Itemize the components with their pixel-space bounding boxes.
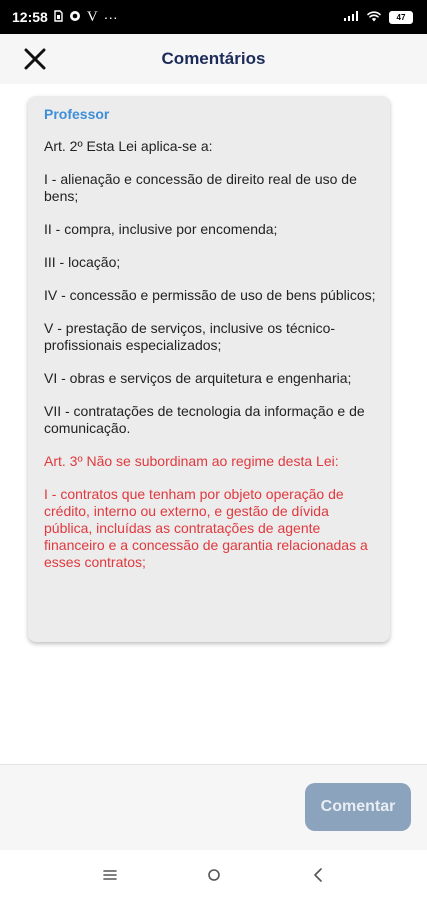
home-icon <box>207 868 221 882</box>
comment-paragraph: I - alienação e concessão de direito real de uso de bens; <box>44 171 357 204</box>
battery-icon: 47 <box>389 11 413 24</box>
status-time: 12:58 <box>12 9 48 25</box>
whatsapp-icon <box>69 10 81 25</box>
system-nav-bar <box>0 850 427 900</box>
status-bar <box>0 0 427 34</box>
highlighted-paragraph: Art. 3º Não se subordinam ao regime desta Lei: <box>44 453 339 469</box>
comment-action-area <box>0 764 427 851</box>
comment-paragraph: VII - contratações de tecnologia da informação e de comunicação. <box>44 403 365 436</box>
comment-paragraph: II - compra, inclusive por encomenda; <box>44 221 278 237</box>
close-button[interactable] <box>20 44 50 74</box>
comment-paragraph: Art. 2º Esta Lei aplica-se a: <box>44 138 213 154</box>
wifi-icon <box>366 10 382 25</box>
header-bar <box>0 34 427 84</box>
status-right <box>343 10 413 25</box>
sim-icon <box>54 10 63 25</box>
status-left <box>12 9 118 26</box>
nav-back-button[interactable] <box>306 863 330 887</box>
comment-paragraph: VI - obras e serviços de arquitetura e engenharia; <box>44 370 352 386</box>
comment-button[interactable]: Comentar <box>305 783 411 831</box>
nav-home-button[interactable] <box>202 863 226 887</box>
menu-icon <box>103 869 117 881</box>
signal-icon <box>343 10 359 25</box>
comment-card <box>28 96 390 642</box>
close-icon <box>24 48 46 70</box>
v-icon: V <box>86 8 98 25</box>
nav-menu-button[interactable] <box>98 863 122 887</box>
comment-author: Professor <box>44 106 110 122</box>
back-icon <box>313 868 323 882</box>
comment-paragraph: III - locação; <box>44 254 121 270</box>
more-dots-icon: ··· <box>103 9 118 25</box>
page-title: Comentários <box>161 49 266 68</box>
comment-paragraph: V - prestação de serviços, inclusive os técnico-profissionais especializados; <box>44 320 336 353</box>
highlighted-paragraph: I - contratos que tenham por objeto operação de crédito, interno ou externo, e gestão de dívida pública, incluídas as contratações de agente financeiro e a concessão de garantia relacionadas a esses contratos; <box>44 486 368 570</box>
comment-paragraph: IV - concessão e permissão de uso de bens públicos; <box>44 287 376 303</box>
